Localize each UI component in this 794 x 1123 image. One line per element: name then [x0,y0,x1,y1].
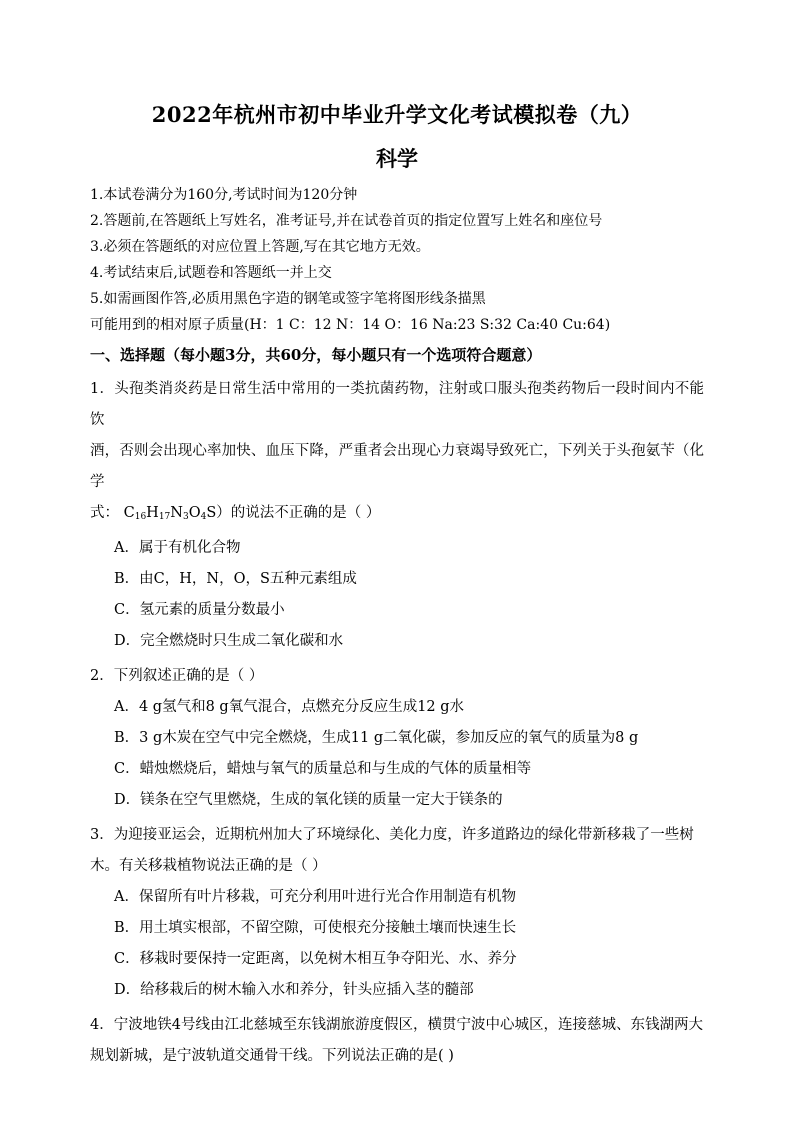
instruction-line: 1.本试卷满分为160分,考试时间为120分钟 [90,187,358,203]
option-d: D．镁条在空气里燃烧，生成的氧化镁的质量一定大于镁条的 [114,792,503,808]
stem-text: 规划新城，是宁波轨道交通骨干线。下列说法正确的是( ) [90,1048,454,1064]
question-stem [90,661,704,692]
option-a: A．属于有机化合物 [114,540,241,556]
exam-title: 2022年杭州市初中毕业升学文化考试模拟卷（九） [151,102,643,127]
instruction-line: 5.如需画图作答,必质用黑色字造的钢笔或签字笔将图形线条描黑 [90,291,486,307]
question-number: 2． [90,668,114,684]
question-stem [90,374,704,533]
question-2 [90,661,704,816]
stem-text: 头孢类消炎药是日常生活中常用的一类抗菌药物，注射或口服头孢类药物后一段时间内不能饮 [90,381,704,428]
question-3 [90,820,704,1006]
question-4 [90,1010,704,1072]
section-heading: 一、选择题（每小题3分，共60分，每小题只有一个选项符合题意） [90,346,542,364]
instruction-line: 4.考试结束后,试题卷和答题纸一并上交 [90,265,332,281]
instruction-line: 3.必须在答题纸的对应位置上答题,写在其它地方无效。 [90,239,430,255]
question-stem [90,1010,704,1072]
question-number: 1． [90,381,115,397]
stem-text: 下列叙述正确的是（ ） [113,668,264,684]
stem-text: 木。有关移栽植物说法正确的是（ ） [90,858,327,874]
atomic-mass-line: 可能用到的相对原子质量(H：1 C：12 N：14 O：16 Na:23 S:32 Ca:40 Cu:64) [90,317,611,333]
question-stem [90,820,704,882]
question-number: 3． [90,827,114,843]
instruction-line: 2.答题前,在答题纸上写姓名，准考证号,并在试卷首页的指定位置写上姓名和座位号 [90,213,603,229]
option-a: A．保留所有叶片移栽，可充分利用叶进行光合作用制造有机物 [114,889,516,905]
option-b: B．由C，H，N，O，S五种元素组成 [114,571,357,587]
question-1 [90,374,704,657]
instructions [90,182,704,338]
option-b: B．3 g木炭在空气中完全燃烧，生成11 g二氧化碳，参加反应的氧气的质量为8 g [114,730,639,746]
stem-text: 宁波地铁4号线由江北慈城至东钱湖旅游度假区，横贯宁波中心城区，连接慈城、东钱湖两大 [113,1017,703,1033]
option-a: A．4 g氢气和8 g氧气混合，点燃充分反应生成12 g水 [114,699,465,715]
stem-text: 为迎接亚运会，近期杭州加大了环境绿化、美化力度，许多道路边的绿化带新移栽了一些树 [113,827,694,843]
option-c: C．蜡烛燃烧后，蜡烛与氧气的质量总和与生成的气体的质量相等 [114,761,532,777]
option-c: C．氢元素的质量分数最小 [114,602,285,618]
option-c: C．移栽时要保持一定距离，以免树木相互争夺阳光、水、养分 [114,951,517,967]
question-number: 4． [90,1017,114,1033]
option-d: D．完全燃烧时只生成二氧化碳和水 [114,633,344,649]
option-b: B．用土填实根部，不留空隙，可使根充分接触土壤而快速生长 [114,920,517,936]
option-d: D．给移栽后的树木输入水和养分，针头应插入茎的髓部 [114,982,474,998]
stem-text: 酒，否则会出现心率加快、血压下降，严重者会出现心力衰竭导致死亡，下列关于头孢氨苄（化学 [90,443,704,490]
exam-subject: 科学 [376,146,418,171]
stem-text-formula: 式： $C_{16}H_{17}N_3O_4S$）的说法不正确的是（ ） [90,505,381,522]
